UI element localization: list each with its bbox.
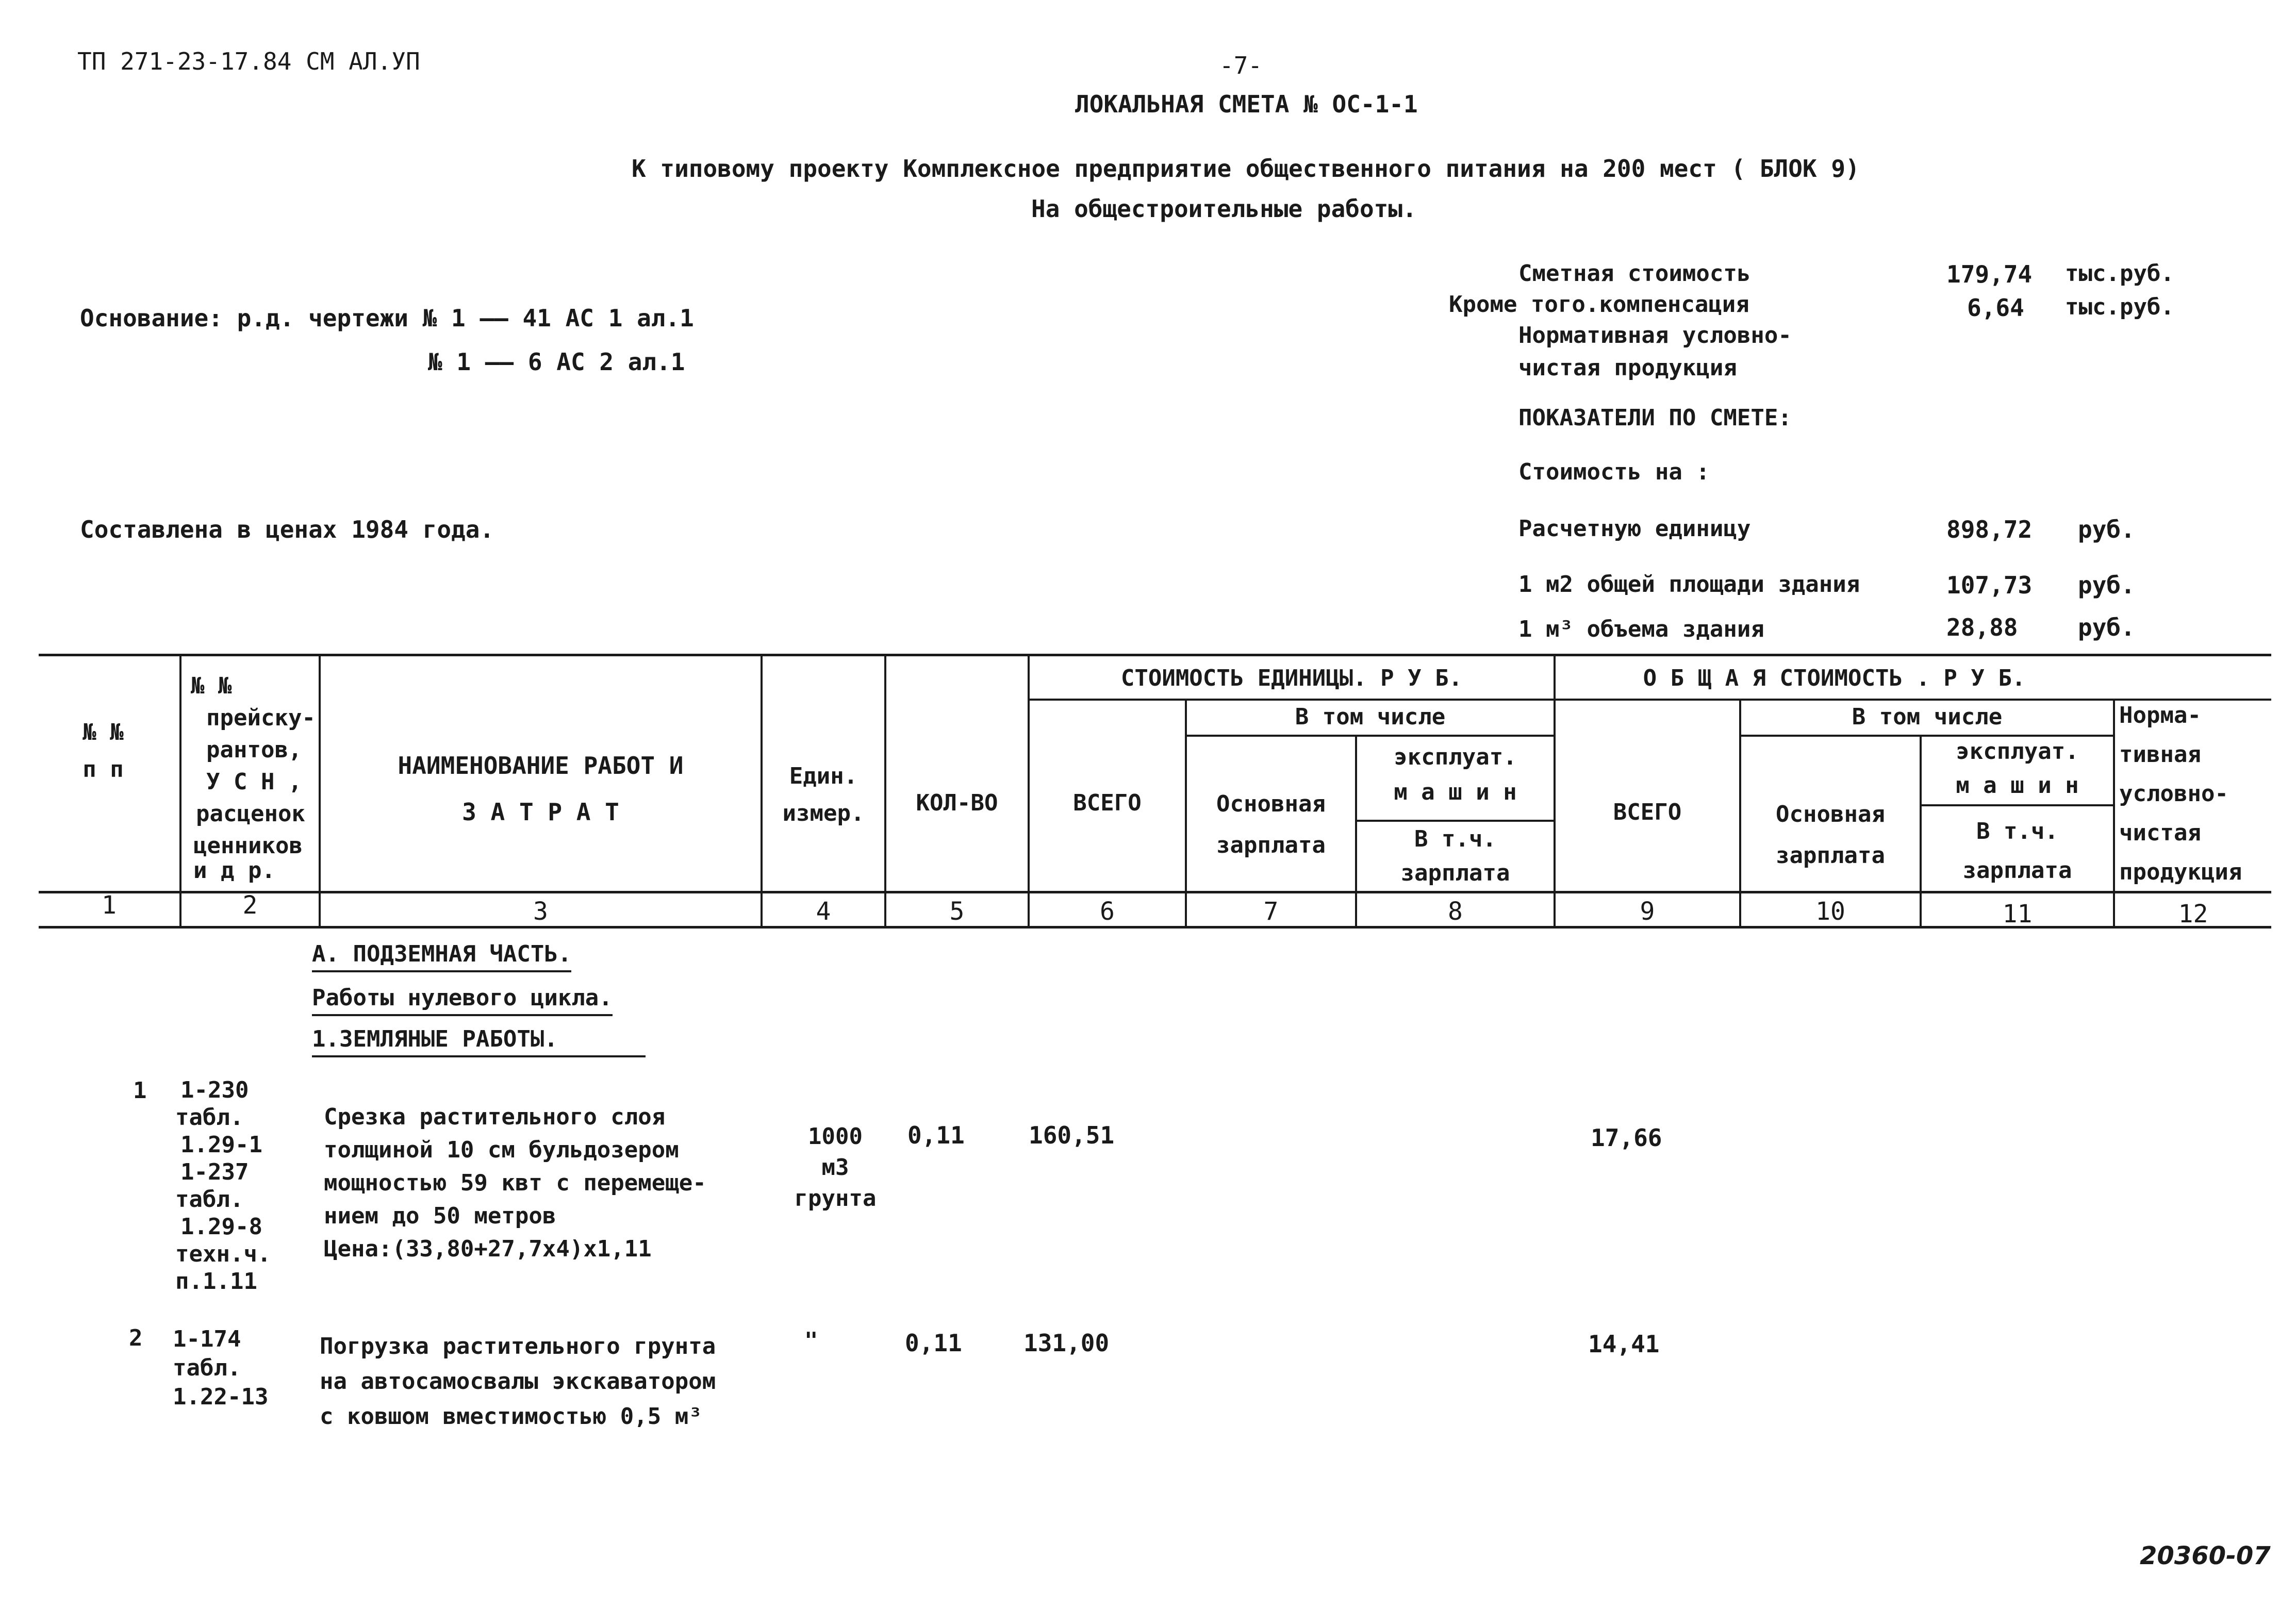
- unit-unit: руб.: [2078, 516, 2135, 543]
- unit-base-salary-header: Основная зарплата: [1216, 791, 1326, 858]
- row-work-name: Погрузка растительного грунта на автосамосвалы экскаватором с ковшом вместимостью 0,5 м³: [320, 1333, 716, 1430]
- section-earth-heading: 1.ЗЕМЛЯНЫЕ РАБОТЫ.: [312, 1026, 646, 1052]
- row-total: 17,66: [1591, 1124, 1662, 1152]
- col3-header: НАИМЕНОВАНИЕ РАБОТ И З А Т Р А Т: [398, 752, 684, 826]
- col2-header: № № прейску- рантов, У С Н , расценок ценников и д р.: [191, 673, 316, 884]
- cost-label: Сметная стоимость: [1518, 260, 1751, 287]
- unit-value: 898,72: [1946, 516, 2033, 543]
- section-zero-heading: Работы нулевого цикла.: [312, 985, 613, 1011]
- norm-label-1: Нормативная условно-: [1518, 322, 1792, 349]
- basis-line2: № 1 —— 6 АС 2 ал.1: [428, 348, 685, 376]
- doc-code: ТП 271-23-17.84 СМ АЛ.УП: [77, 47, 420, 75]
- col-number-11: 11: [2002, 900, 2033, 929]
- unit-machines-header: эксплуат. м а ш и н: [1394, 744, 1517, 805]
- unit-incl-salary-header: В т.ч. зарплата: [1400, 826, 1510, 886]
- row-work-name: Срезка растительного слоя толщиной 10 см бульдозером мощностью 59 квт с перемеще- нием до 50 метров Цена:(33,80+27,7х4)х1,11: [324, 1104, 706, 1262]
- row-unit: ": [804, 1328, 818, 1354]
- norm-label-2: чистая продукция: [1518, 355, 1737, 381]
- row-reference: 1-230 табл. 1.29-1 1-237 табл. 1.29-8 техн.ч. п.1.11: [175, 1077, 271, 1295]
- cost-unit: тыс.руб.: [2065, 260, 2174, 287]
- subtitle-line1: К типовому проекту Комплексное предприятие общественного питания на 200 мест ( БЛОК 9): [632, 155, 1860, 183]
- col4-header: Един. измер.: [782, 763, 865, 826]
- norm-header: Норма- тивная условно- чистая продукция: [2119, 702, 2242, 885]
- comp-value: 6,64: [1967, 294, 2024, 322]
- section-a-heading: А. ПОДЗЕМНАЯ ЧАСТЬ.: [312, 941, 571, 967]
- row-total: 14,41: [1588, 1330, 1660, 1358]
- unit-cost-group-header: СТОИМОСТЬ ЕДИНИЦЫ. Р У Б.: [1120, 665, 1463, 691]
- col-number-10: 10: [1815, 897, 1845, 926]
- unit-incl-header: В том числе: [1295, 704, 1446, 730]
- row-quantity: 0,11: [905, 1329, 962, 1357]
- row-quantity: 0,11: [907, 1121, 965, 1149]
- col-number-4: 4: [816, 897, 831, 926]
- header-bottom-line: [39, 891, 2271, 893]
- row-unit-total: 160,51: [1029, 1121, 1115, 1149]
- total-incl-header: В том числе: [1852, 704, 2003, 730]
- row-unit-total: 131,00: [1023, 1329, 1110, 1357]
- volume-label: 1 м³ объема здания: [1518, 616, 1764, 642]
- col-line-1: [179, 655, 181, 927]
- prices-note: Составлена в ценах 1984 года.: [80, 516, 494, 543]
- comp-unit: тыс.руб.: [2065, 294, 2174, 320]
- total-machines-header: эксплуат. м а ш и н: [1956, 738, 2079, 799]
- area-label: 1 м2 общей площади здания: [1518, 571, 1860, 598]
- page-number: -7-: [1219, 52, 1263, 79]
- col-number-9: 9: [1640, 897, 1655, 926]
- col-number-5: 5: [949, 897, 965, 926]
- cost-value: 179,74: [1946, 260, 2033, 288]
- col-number-8: 8: [1448, 897, 1463, 926]
- volume-unit: руб.: [2078, 614, 2135, 641]
- col-number-7: 7: [1263, 897, 1279, 926]
- col5-header: КОЛ-ВО: [916, 790, 998, 816]
- table-top-line: [39, 654, 2271, 656]
- row-unit: 1000 м3 грунта: [794, 1123, 877, 1212]
- area-unit: руб.: [2078, 571, 2135, 599]
- subtitle-line2: На общестроительные работы.: [1031, 195, 1417, 223]
- col-number-3: 3: [533, 897, 548, 926]
- unit-machines-line: [1356, 820, 1555, 822]
- total-incl-salary-header: В т.ч. зарплата: [1962, 818, 2072, 884]
- volume-value: 28,88: [1946, 614, 2018, 641]
- total-base-salary-header: Основная зарплата: [1776, 801, 1885, 869]
- col-number-12: 12: [2178, 900, 2208, 929]
- col1-header: № № п п: [82, 719, 124, 783]
- area-value: 107,73: [1946, 571, 2033, 599]
- row-reference: 1-174 табл. 1.22-13: [173, 1326, 269, 1410]
- total-total-header: ВСЕГО: [1613, 799, 1682, 825]
- estimate-title: ЛОКАЛЬНАЯ СМЕТА № ОС-1-1: [1075, 90, 1418, 118]
- col-number-2: 2: [242, 891, 258, 920]
- comp-label: Кроме того.компенсация: [1449, 291, 1749, 318]
- cost-per-label: Стоимость на :: [1518, 459, 1710, 485]
- row-number: 1: [133, 1077, 147, 1104]
- col-line-11: [2113, 700, 2115, 927]
- indicators-label: ПОКАЗАТЕЛИ ПО СМЕТЕ:: [1518, 405, 1792, 431]
- col-number-6: 6: [1100, 897, 1115, 926]
- total-machines-line: [1921, 804, 2114, 806]
- unit-label: Расчетную единицу: [1518, 516, 1751, 542]
- unit-total-header: ВСЕГО: [1073, 790, 1142, 816]
- row-number: 2: [129, 1325, 143, 1351]
- total-cost-group-header: О Б Щ А Я СТОИМОСТЬ . Р У Б.: [1643, 665, 2026, 691]
- archive-stamp: 20360-07: [2140, 1541, 2271, 1570]
- basis-line1: Основание: р.д. чертежи № 1 —— 41 АС 1 ал.1: [80, 304, 694, 332]
- col-number-1: 1: [102, 891, 117, 920]
